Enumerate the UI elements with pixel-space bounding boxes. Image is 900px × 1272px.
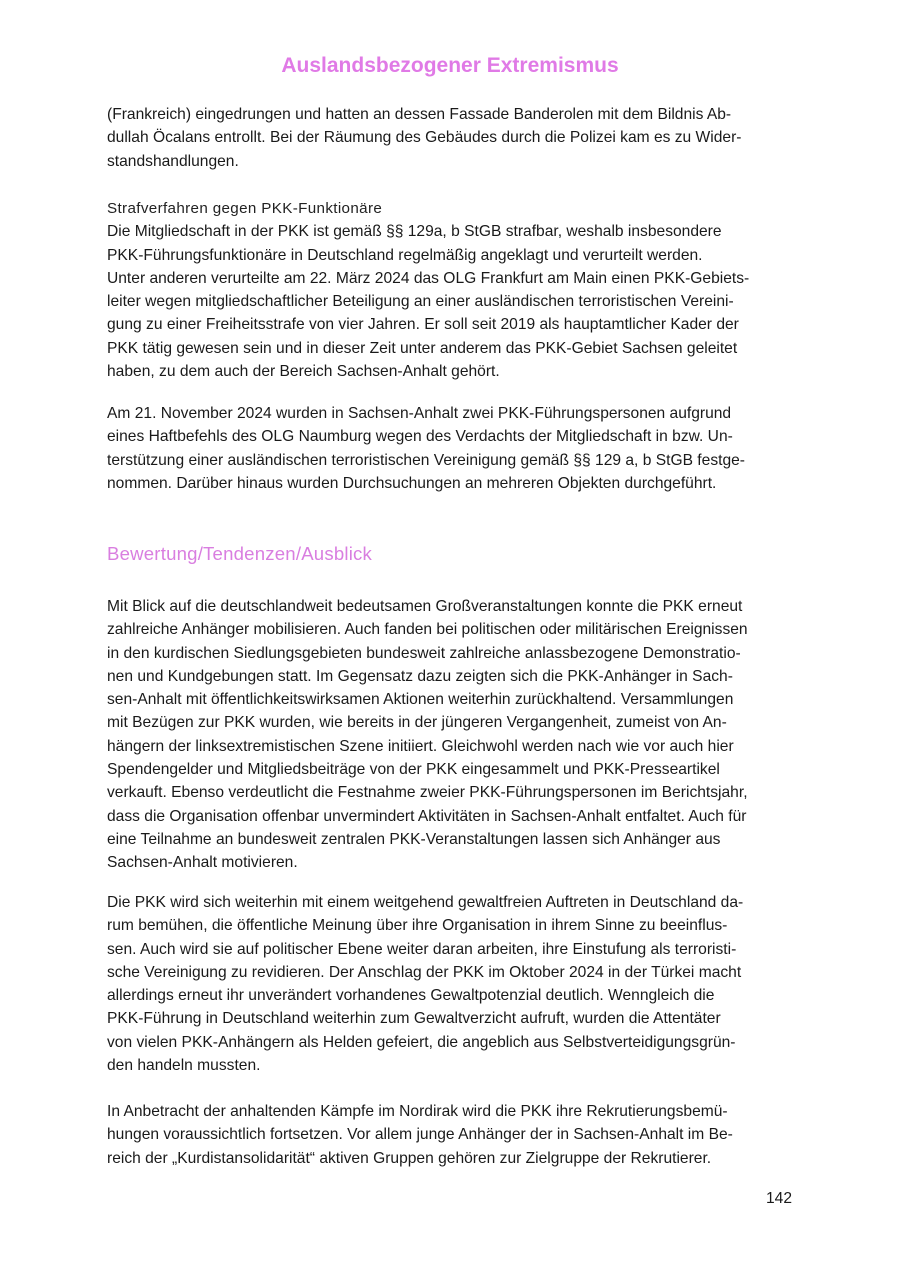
text-line: verkauft. Ebenso verdeutlicht die Festnahme zweier PKK-Führungspersonen im Berichtsjahr,: [107, 784, 748, 802]
continuation-paragraph: [107, 103, 797, 173]
text-line: Die Mitgliedschaft in der PKK ist gemäß §§ 129a, b StGB strafbar, weshalb insbesondere: [107, 223, 722, 241]
text-line: nommen. Darüber hinaus wurden Durchsuchungen an mehreren Objekten durchgeführt.: [107, 474, 717, 492]
text-line: Die PKK wird sich weiterhin mit einem weitgehend gewaltfreien Auftreten in Deutschland da-: [107, 894, 744, 911]
text-line: in den kurdischen Siedlungsgebieten bundesweit zahlreiche anlassbezogene Demonstratio-: [107, 644, 741, 662]
text-line: (Frankreich) eingedrungen und hatten an dessen Fassade Banderolen mit dem Bildnis Ab-: [107, 106, 732, 123]
text-line: allerdings erneut ihr unverändert vorhandenes Gewaltpotenzial deutlich. Wenngleich die: [107, 987, 715, 1005]
text-line: dullah Öcalans entrollt. Bei der Räumung des Gebäudes durch die Polizei kam es zu Wider-: [107, 129, 742, 147]
text-line: von vielen PKK-Anhängern als Helden gefeiert, die angeblich aus Selbstverteidigungsgrün-: [107, 1033, 736, 1051]
bewertung-paragraph-2: [107, 891, 797, 1077]
text-line: eines Haftbefehls des OLG Naumburg wegen des Verdachts der Mitgliedschaft in bzw. Un-: [107, 428, 733, 446]
text-line: dass die Organisation offenbar unvermindert Aktivitäten in Sachsen-Anhalt entfaltet. Auch für: [107, 807, 747, 825]
text-line: In Anbetracht der anhaltenden Kämpfe im Nordirak wird die PKK ihre Rekrutierungsbemü-: [107, 1103, 728, 1120]
text-line: PKK-Führung in Deutschland weiterhin zum Gewaltverzicht aufruft, wurden die Attentäter: [107, 1010, 721, 1028]
text-line: Am 21. November 2024 wurden in Sachsen-Anhalt zwei PKK-Führungspersonen aufgrund: [107, 405, 732, 422]
text-line: leiter wegen mitgliedschaftlicher Beteiligung an einer ausländischen terroristischen Vereini-: [107, 293, 734, 311]
text-line: Spendengelder und Mitgliedsbeiträge von der PKK eingesammelt und PKK-Presseartikel: [107, 761, 720, 779]
text-line: Mit Blick auf die deutschlandweit bedeutsamen Großveranstaltungen konnte die PKK erneut: [107, 598, 743, 615]
text-line: gung zu einer Freiheitsstrafe von vier Jahren. Er soll seit 2019 als hauptamtlicher Kader der: [107, 316, 739, 334]
festnahmen-paragraph: [107, 402, 797, 495]
running-head-title: Auslandsbezogener Extremismus: [281, 54, 619, 77]
section-heading-bewertung: Bewertung/Tendenzen/Ausblick: [107, 543, 373, 564]
text-line: eine Teilnahme an bundesweit zentralen PKK-Veranstaltungen lassen sich Anhänger aus: [107, 830, 721, 848]
page-number: 142: [765, 1190, 792, 1207]
text-line: Sachsen-Anhalt motivieren.: [107, 854, 298, 872]
text-line: mit Bezügen zur PKK wurden, wie bereits in der jüngeren Vergangenheit, zumeist von An-: [107, 714, 727, 732]
text-line: PKK-Führungsfunktionäre in Deutschland regelmäßig angeklagt und verurteilt werden.: [107, 246, 703, 264]
text-line: sche Vereinigung zu revidieren. Der Anschlag der PKK im Oktober 2024 in der Türkei macht: [107, 963, 742, 981]
text-line: sen-Anhalt mit öffentlichkeitswirksamen Aktionen weiterhin zurückhaltend. Versammlungen: [107, 691, 734, 709]
text-line: hängern der linksextremistischen Szene initiiert. Gleichwohl werden nach wie vor auch hier: [107, 737, 734, 755]
text-line: PKK tätig gewesen sein und in dieser Zeit unter anderem das PKK-Gebiet Sachsen geleitet: [107, 339, 738, 357]
text-line: standshandlungen.: [107, 152, 239, 170]
text-line: rum bemühen, die öffentliche Meinung über ihre Organisation in ihrem Sinne zu beeinflus-: [107, 917, 728, 935]
bewertung-paragraph-1: [107, 595, 797, 875]
text-line: nen und Kundgebungen statt. Im Gegensatz dazu zeigten sich die PKK-Anhänger in Sach-: [107, 667, 733, 685]
text-line: den handeln mussten.: [107, 1057, 261, 1075]
text-line: sen. Auch wird sie auf politischer Ebene weiter daran arbeiten, ihre Einstufung als terroristi-: [107, 940, 737, 958]
text-line: hungen voraussichtlich fortsetzen. Vor allem junge Anhänger der in Sachsen-Anhalt im Be-: [107, 1126, 733, 1144]
text-line: terstützung einer ausländischen terroristischen Vereinigung gemäß §§ 129 a, b StGB festge-: [107, 451, 745, 469]
subsection-heading: Strafverfahren gegen PKK-Funktionäre: [107, 200, 383, 217]
text-line: Unter anderen verurteilte am 22. März 2024 das OLG Frankfurt am Main einen PKK-Gebiets-: [107, 269, 750, 287]
bewertung-paragraph-3: [107, 1100, 797, 1170]
text-line: haben, zu dem auch der Bereich Sachsen-Anhalt gehört.: [107, 363, 500, 381]
text-line: reich der „Kurdistansolidarität“ aktiven Gruppen gehören zur Zielgruppe der Rekrutierer.: [107, 1149, 712, 1167]
strafverfahren-section: [107, 197, 797, 383]
text-line: zahlreiche Anhänger mobilisieren. Auch fanden bei politischen oder militärischen Ereignissen: [107, 621, 748, 639]
